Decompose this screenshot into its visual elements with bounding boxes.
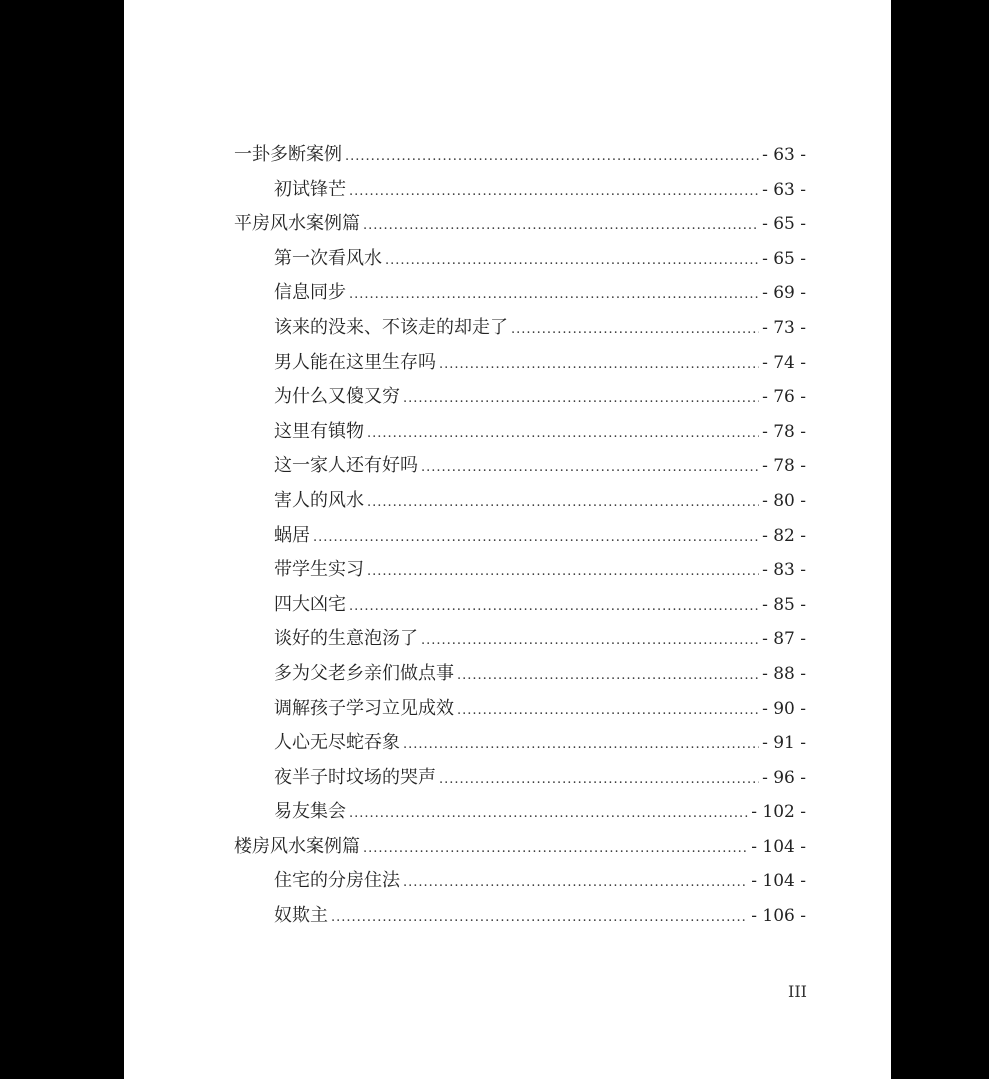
page-number: III — [788, 982, 807, 1001]
toc-entry-title: 带学生实习 — [274, 559, 364, 581]
dot-leader — [349, 590, 759, 625]
toc-entry-title: 谈好的生意泡汤了 — [274, 628, 418, 650]
toc-entry[interactable] — [234, 484, 806, 519]
toc-entry[interactable] — [234, 692, 806, 727]
toc-entry-page: - 88 - — [762, 663, 806, 684]
toc-entry-title: 易友集会 — [274, 801, 346, 823]
toc-entry[interactable] — [234, 726, 806, 761]
toc-entry-title: 这一家人还有好吗 — [274, 455, 418, 477]
toc-entry-page: - 80 - — [762, 490, 806, 511]
toc-section-entry[interactable] — [234, 207, 806, 242]
toc-entry-page: - 69 - — [762, 283, 806, 304]
toc-entry[interactable] — [234, 449, 806, 484]
toc-entry-page: - 102 - — [751, 802, 806, 823]
toc-entry-page: - 73 - — [762, 317, 806, 338]
toc-entry-page: - 82 - — [762, 525, 806, 546]
toc-entry[interactable] — [234, 311, 806, 346]
toc-entry-page: - 74 - — [762, 352, 806, 373]
toc-entry-title: 夜半子时坟场的哭声 — [274, 766, 436, 788]
toc-entry-page: - 90 - — [762, 698, 806, 719]
toc-entry-title: 人心无尽蛇吞象 — [274, 732, 400, 754]
toc-entry-title: 第一次看风水 — [274, 247, 382, 269]
dot-leader — [331, 901, 748, 936]
dot-leader — [457, 659, 759, 694]
toc-entry-page: - 78 - — [762, 421, 806, 442]
dot-leader — [313, 521, 759, 556]
document-page — [124, 0, 891, 1079]
toc-entry-title: 该来的没来、不该走的却走了 — [274, 316, 508, 338]
toc-entry[interactable] — [234, 864, 806, 899]
toc-entry-title: 初试锋芒 — [274, 178, 346, 200]
toc-entry[interactable] — [234, 622, 806, 657]
toc-entry[interactable] — [234, 761, 806, 796]
toc-entry-title: 男人能在这里生存吗 — [274, 351, 436, 373]
dot-leader — [403, 866, 748, 901]
toc-entry-page: - 63 - — [762, 179, 806, 200]
toc-entry-page: - 78 - — [762, 456, 806, 477]
toc-entry[interactable] — [234, 795, 806, 830]
dot-leader — [349, 797, 748, 832]
toc-entry[interactable] — [234, 899, 806, 934]
dot-leader — [421, 451, 759, 486]
toc-section-entry[interactable] — [234, 830, 806, 865]
dot-leader — [439, 763, 759, 798]
toc-entry-title: 多为父老乡亲们做点事 — [274, 662, 454, 684]
toc-entry[interactable] — [234, 276, 806, 311]
dot-leader — [367, 486, 759, 521]
toc-entry-page: - 104 - — [751, 836, 806, 857]
toc-entry-page: - 104 - — [751, 871, 806, 892]
toc-entry-title: 楼房风水案例篇 — [234, 835, 360, 857]
toc-entry-page: - 83 - — [762, 560, 806, 581]
toc-entry-page: - 85 - — [762, 594, 806, 615]
toc-entry-page: - 63 - — [762, 145, 806, 165]
dot-leader — [345, 140, 759, 175]
toc-entry-title: 信息同步 — [274, 282, 346, 304]
toc-entry[interactable] — [234, 242, 806, 277]
toc-entry[interactable] — [234, 657, 806, 692]
dot-leader — [367, 555, 759, 590]
toc-entry-title: 害人的风水 — [274, 489, 364, 511]
dot-leader — [349, 175, 759, 210]
toc-entry-title: 调解孩子学习立见成效 — [274, 697, 454, 719]
toc-entry-page: - 76 - — [762, 387, 806, 408]
toc-entry[interactable] — [234, 173, 806, 208]
toc-entry-title: 四大凶宅 — [274, 593, 346, 615]
toc-entry-title: 奴欺主 — [274, 905, 328, 927]
toc-entry[interactable] — [234, 519, 806, 554]
dot-leader — [349, 278, 759, 313]
toc-entry-title: 住宅的分房住法 — [274, 870, 400, 892]
dot-leader — [439, 348, 759, 383]
toc-entry-page: - 91 - — [762, 733, 806, 754]
toc-entry[interactable] — [234, 380, 806, 415]
toc-entry-page: - 65 - — [762, 248, 806, 269]
toc-entry-page: - 96 - — [762, 767, 806, 788]
toc-entry[interactable] — [234, 588, 806, 623]
toc-entry-title: 蜗居 — [274, 524, 310, 546]
dot-leader — [385, 244, 759, 279]
toc-entry-title: 平房风水案例篇 — [234, 213, 360, 235]
toc-entry-page: - 106 - — [751, 906, 806, 927]
dot-leader — [457, 694, 759, 729]
table-of-contents — [234, 138, 806, 934]
toc-entry-page: - 87 - — [762, 629, 806, 650]
toc-entry-title: 为什么又傻又穷 — [274, 386, 400, 408]
dot-leader — [511, 313, 759, 348]
toc-entry[interactable] — [234, 346, 806, 381]
toc-entry[interactable] — [234, 553, 806, 588]
toc-entry[interactable] — [234, 415, 806, 450]
toc-entry-page: - 65 - — [762, 214, 806, 235]
dot-leader — [421, 624, 759, 659]
dot-leader — [403, 728, 759, 763]
dot-leader — [363, 209, 759, 244]
dot-leader — [403, 382, 759, 417]
dot-leader — [363, 832, 748, 867]
toc-section-entry[interactable] — [234, 138, 806, 173]
dot-leader — [367, 417, 759, 452]
toc-entry-title: 这里有镇物 — [274, 420, 364, 442]
toc-entry-title: 一卦多断案例 — [234, 144, 342, 165]
